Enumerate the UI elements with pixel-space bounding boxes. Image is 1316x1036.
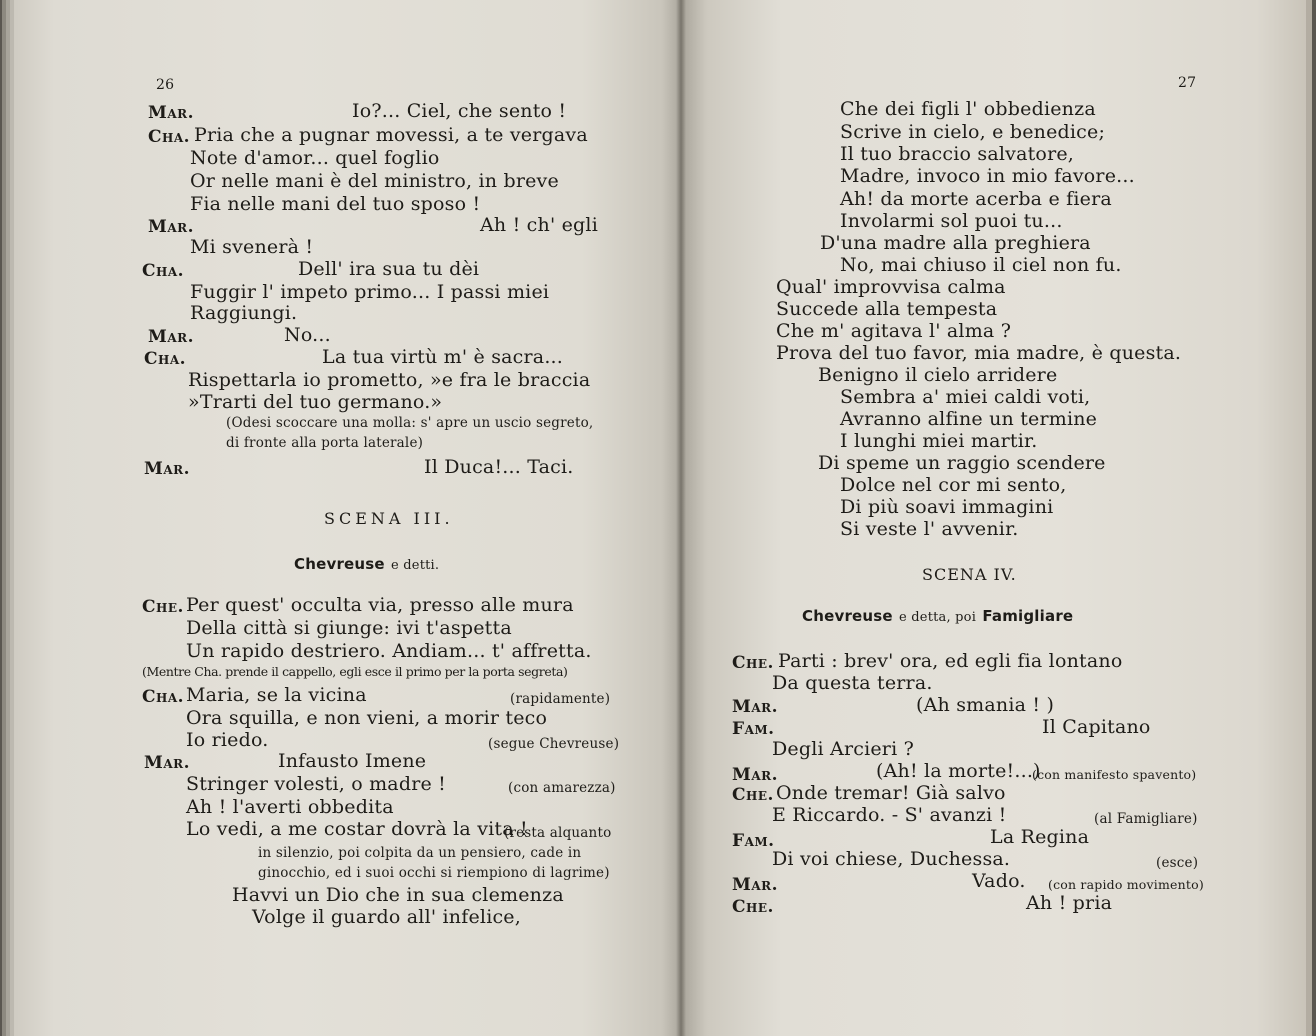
stage-direction: (esce) xyxy=(1156,855,1199,871)
verse-line: (Ah! la morte!...) xyxy=(876,760,1041,782)
stage-direction: (Mentre Cha. prende il cappello, egli esce il primo per la porta segreta) xyxy=(142,664,568,679)
stage-direction: (Odesi scoccare una molla: s' apre un uscio segreto, xyxy=(226,415,594,431)
verse-line: Dell' ira sua tu dèi xyxy=(298,258,480,280)
speaker-label: Cha. xyxy=(148,127,191,147)
verse-line: »Trarti del tuo germano.» xyxy=(188,391,443,413)
verse-line: Ah ! l'averti obbedita xyxy=(186,796,394,818)
verse-line: Di speme un raggio scendere xyxy=(818,452,1106,474)
verse-line: Volge il guardo all' infelice, xyxy=(252,906,521,928)
verse-line: Lo vedi, a me costar dovrà la vita ! xyxy=(186,818,528,840)
verse-line: Avranno alfine un termine xyxy=(840,408,1098,430)
scene-cast xyxy=(294,552,439,577)
speaker-label: Mar. xyxy=(148,103,195,123)
verse-line: Il tuo braccio salvatore, xyxy=(840,143,1075,165)
verse-line: No... xyxy=(284,324,331,346)
verse-line: (Ah smania ! ) xyxy=(916,694,1055,716)
verse-line: Benigno il cielo arridere xyxy=(818,364,1058,386)
verse-line: Raggiungi. xyxy=(190,302,298,324)
speaker-label: Cha. xyxy=(142,261,185,281)
verse-line: Della città si giunge: ivi t'aspetta xyxy=(186,617,512,639)
verse-line: Qual' improvvisa calma xyxy=(776,276,1006,298)
verse-line: Onde tremar! Già salvo xyxy=(776,782,1006,804)
speaker-label: Che. xyxy=(732,653,774,673)
speaker-label: Cha. xyxy=(144,349,187,369)
verse-line: Or nelle mani è del ministro, in breve xyxy=(190,170,559,192)
verse-line: Ah! da morte acerba e fiera xyxy=(840,188,1112,210)
verse-line: La Regina xyxy=(990,826,1090,848)
verse-line: Havvi un Dio che in sua clemenza xyxy=(232,884,564,906)
verse-line: Maria, se la vicina xyxy=(186,684,367,706)
verse-line: E Riccardo. - S' avanzi ! xyxy=(772,804,1007,826)
verse-line: Ah ! ch' egli xyxy=(480,214,598,236)
verse-line: Che m' agitava l' alma ? xyxy=(776,320,1012,342)
stage-direction: ginocchio, ed i suoi occhi si riempiono di lagrime) xyxy=(258,865,610,881)
verse-line: Di più soavi immagini xyxy=(840,496,1054,518)
verse-line: Prova del tuo favor, mia madre, è questa. xyxy=(776,342,1182,364)
character-name: Chevreuse xyxy=(802,607,893,625)
right-page xyxy=(682,0,1306,1036)
stage-direction: (con rapido movimento) xyxy=(1048,877,1204,892)
speaker-label: Fam. xyxy=(732,719,775,739)
verse-line: Fuggir l' impeto primo... I passi miei xyxy=(190,281,550,303)
speaker-label: Cha. xyxy=(142,687,185,707)
speaker-label: Mar. xyxy=(144,753,191,773)
verse-line: Scrive in cielo, e benedice; xyxy=(840,121,1106,143)
verse-line: Infausto Imene xyxy=(278,750,427,772)
character-name: Chevreuse xyxy=(294,555,385,573)
speaker-label: Fam. xyxy=(732,831,775,851)
cast-note: e detta, poi xyxy=(899,610,977,625)
verse-line: Note d'amor... quel foglio xyxy=(190,147,440,169)
verse-line: Di voi chiese, Duchessa. xyxy=(772,848,1011,870)
book-gutter xyxy=(676,0,686,1036)
speaker-label: Che. xyxy=(732,785,774,805)
page-number: 26 xyxy=(156,77,175,93)
verse-line: Io?... Ciel, che sento ! xyxy=(352,100,567,122)
cast-note: e detti. xyxy=(391,558,440,573)
scene-cast xyxy=(802,604,1073,629)
scene-title: SCENA IV. xyxy=(922,565,1017,584)
verse-line: I lunghi miei martir. xyxy=(840,430,1038,452)
stage-direction: in silenzio, poi colpita da un pensiero, cade in xyxy=(258,845,582,861)
verse-line: Il Capitano xyxy=(1042,716,1151,738)
verse-line: Il Duca!... Taci. xyxy=(424,456,574,478)
verse-line: Ora squilla, e non vieni, a morir teco xyxy=(186,707,548,729)
verse-line: Stringer volesti, o madre ! xyxy=(186,773,446,795)
speaker-label: Mar. xyxy=(732,875,779,895)
verse-line: Che dei figli l' obbedienza xyxy=(840,98,1096,120)
verse-line: Pria che a pugnar movessi, a te vergava xyxy=(194,124,588,146)
verse-line: Dolce nel cor mi sento, xyxy=(840,474,1067,496)
verse-line: No, mai chiuso il ciel non fu. xyxy=(840,254,1122,276)
stage-direction: (segue Chevreuse) xyxy=(488,736,620,752)
verse-line: Fia nelle mani del tuo sposo ! xyxy=(190,193,481,215)
stage-direction: (al Famigliare) xyxy=(1094,811,1198,827)
verse-line: Io riedo. xyxy=(186,729,269,751)
speaker-label: Mar. xyxy=(732,697,779,717)
character-name: Famigliare xyxy=(982,607,1074,625)
verse-line: Involarmi sol puoi tu... xyxy=(840,210,1063,232)
verse-line: La tua virtù m' è sacra... xyxy=(322,346,564,368)
verse-line: Degli Arcieri ? xyxy=(772,738,914,760)
verse-line: Rispettarla io prometto, »e fra le braccia xyxy=(188,369,591,391)
stage-direction: (con amarezza) xyxy=(508,780,616,796)
speaker-label: Mar. xyxy=(148,217,195,237)
speaker-label: Che. xyxy=(732,897,774,917)
verse-line: Sembra a' miei caldi voti, xyxy=(840,386,1091,408)
verse-line: D'una madre alla preghiera xyxy=(820,232,1091,254)
speaker-label: Mar. xyxy=(148,327,195,347)
stage-direction: (rapidamente) xyxy=(510,691,611,707)
speaker-label: Mar. xyxy=(144,459,191,479)
verse-line: Ah ! pria xyxy=(1026,892,1113,914)
stage-direction: (resta alquanto xyxy=(504,825,612,841)
verse-line: Succede alla tempesta xyxy=(776,298,998,320)
stage-direction: (con manifesto spavento) xyxy=(1032,767,1197,782)
speaker-label: Che. xyxy=(142,597,184,617)
scene-title: SCENA III. xyxy=(324,509,454,528)
verse-line: Vado. xyxy=(972,870,1026,892)
page-number: 27 xyxy=(1178,75,1197,91)
verse-line: Un rapido destriero. Andiam... t' affretta. xyxy=(186,640,592,662)
stage-direction: di fronte alla porta laterale) xyxy=(226,435,424,451)
speaker-label: Mar. xyxy=(732,765,779,785)
verse-line: Mi svenerà ! xyxy=(190,236,314,258)
verse-line: Per quest' occulta via, presso alle mura xyxy=(186,594,574,616)
verse-line: Si veste l' avvenir. xyxy=(840,518,1019,540)
left-page xyxy=(14,0,682,1036)
verse-line: Parti : brev' ora, ed egli fia lontano xyxy=(778,650,1123,672)
verse-line: Madre, invoco in mio favore... xyxy=(840,165,1135,187)
verse-line: Da questa terra. xyxy=(772,672,933,694)
